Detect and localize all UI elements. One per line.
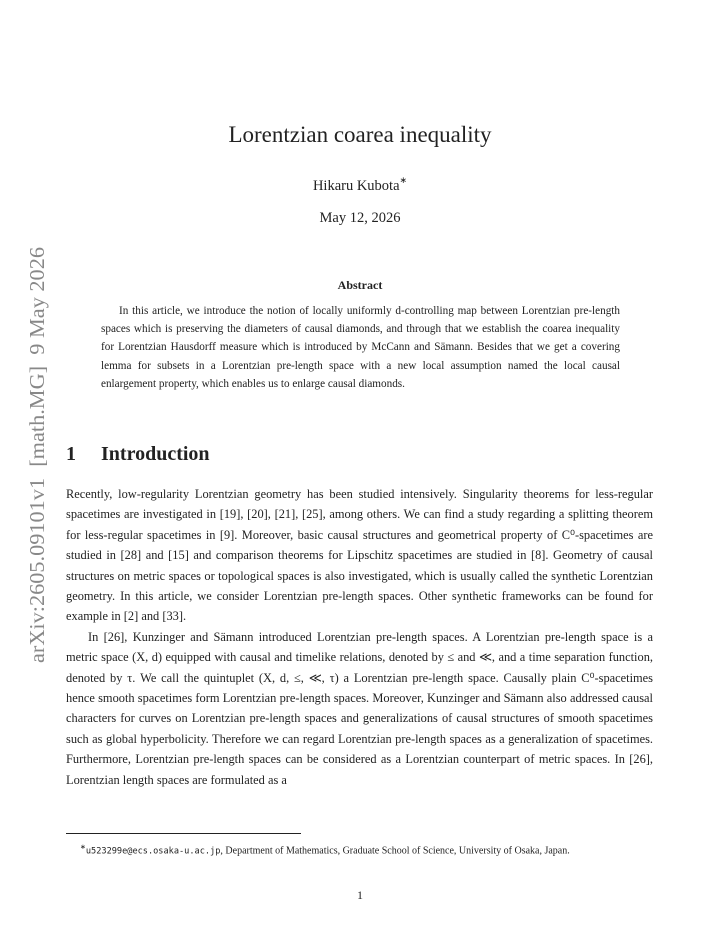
- footnote-text: , Department of Mathematics, Graduate School of Science, University of Osaka, Japan.: [220, 845, 570, 857]
- footnote-mark: ∗: [80, 843, 86, 851]
- abstract-heading: Abstract: [337, 278, 383, 292]
- author-line: [0, 176, 720, 195]
- arxiv-identifier-graphic: [4, 245, 64, 665]
- abstract-text: In this article, we introduce the notion of locally uniformly d-controlling map between Lorentzian pre-length spaces which is preserving the diameters of causal diamonds, and through that we establish the coarea inequality for Lorentzian Hausdorff measure which is introduced by McCann and Sämann. Besides that we get a covering lemma for subsets in a Lorentzian pre-length space with a new local assumption named the local causal enlargement property, which enables us to enlarge causal diamonds.: [101, 305, 620, 390]
- footnote-email-link[interactable]: u523299e@ecs.osaka-u.ac.jp: [85, 846, 221, 857]
- body-paragraph: Recently, low-regularity Lorentzian geometry has been studied intensively. Singularity theorems for less-regular spacetimes are investigated in [19], [20], [21], [25], among others. We can find a study regarding a splitting theorem for less-regular spacetimes in [9]. Moreover, basic causal structures and geometrical property of C⁰-spacetimes are studied in [28] and [15] and comparison theorems for Lipschitz spacetimes are studied in [8]. Geometry of causal structures on metric spaces or topological spaces is also investigated, which is usually called the synthetic Lorentzian geometry. In this article, we consider Lorentzian pre-length spaces. Other synthetic frameworks can be found for example in [2] and [33].: [66, 487, 653, 624]
- arxiv-identifier-text: arXiv:2605.09101v1 [math.MG] 9 May 2026: [25, 261, 49, 663]
- paper-title: Lorentzian coarea inequality: [228, 122, 492, 147]
- body-paragraph: In [26], Kunzinger and Sämann introduced Lorentzian pre-length spaces. A Lorentzian pre-length space is a metric space (X, d) equipped with causal and timelike relations, denoted by ≤ and ≪, and a time separation function, denoted by τ. We call the quintuplet (X, d, ≤, ≪, τ) a Lorentzian pre-length space. Causally plain C⁰-spacetimes hence smooth spacetimes form Lorentzian pre-length spaces. Moreover, Kunzinger and Sämann also addressed causal characters for curves on Lorentzian pre-length spaces and generalizations of causal structures of smooth spacetimes such as global hyperbolicity. Therefore we can regard Lorentzian pre-length spaces as a generalization of spacetimes. Furthermore, Lorentzian pre-length spaces can be considered as a Lorentzian counterpart of metric spaces. In [26], Lorentzian length spaces are formulated as a: [66, 629, 653, 787]
- paper-date: May 12, 2026: [319, 210, 401, 226]
- author-footnote-mark[interactable]: ∗: [399, 175, 408, 185]
- body-text: [66, 484, 653, 790]
- section-number: 1: [66, 443, 76, 465]
- footnote-rule: [66, 833, 301, 834]
- page-number: 1: [357, 888, 363, 902]
- arxiv-identifier-stamp: [4, 245, 64, 665]
- section-title: Introduction: [101, 443, 210, 465]
- author-name: Hikaru Kubota: [312, 177, 400, 194]
- section-heading: [66, 443, 210, 466]
- footnote: [66, 839, 653, 859]
